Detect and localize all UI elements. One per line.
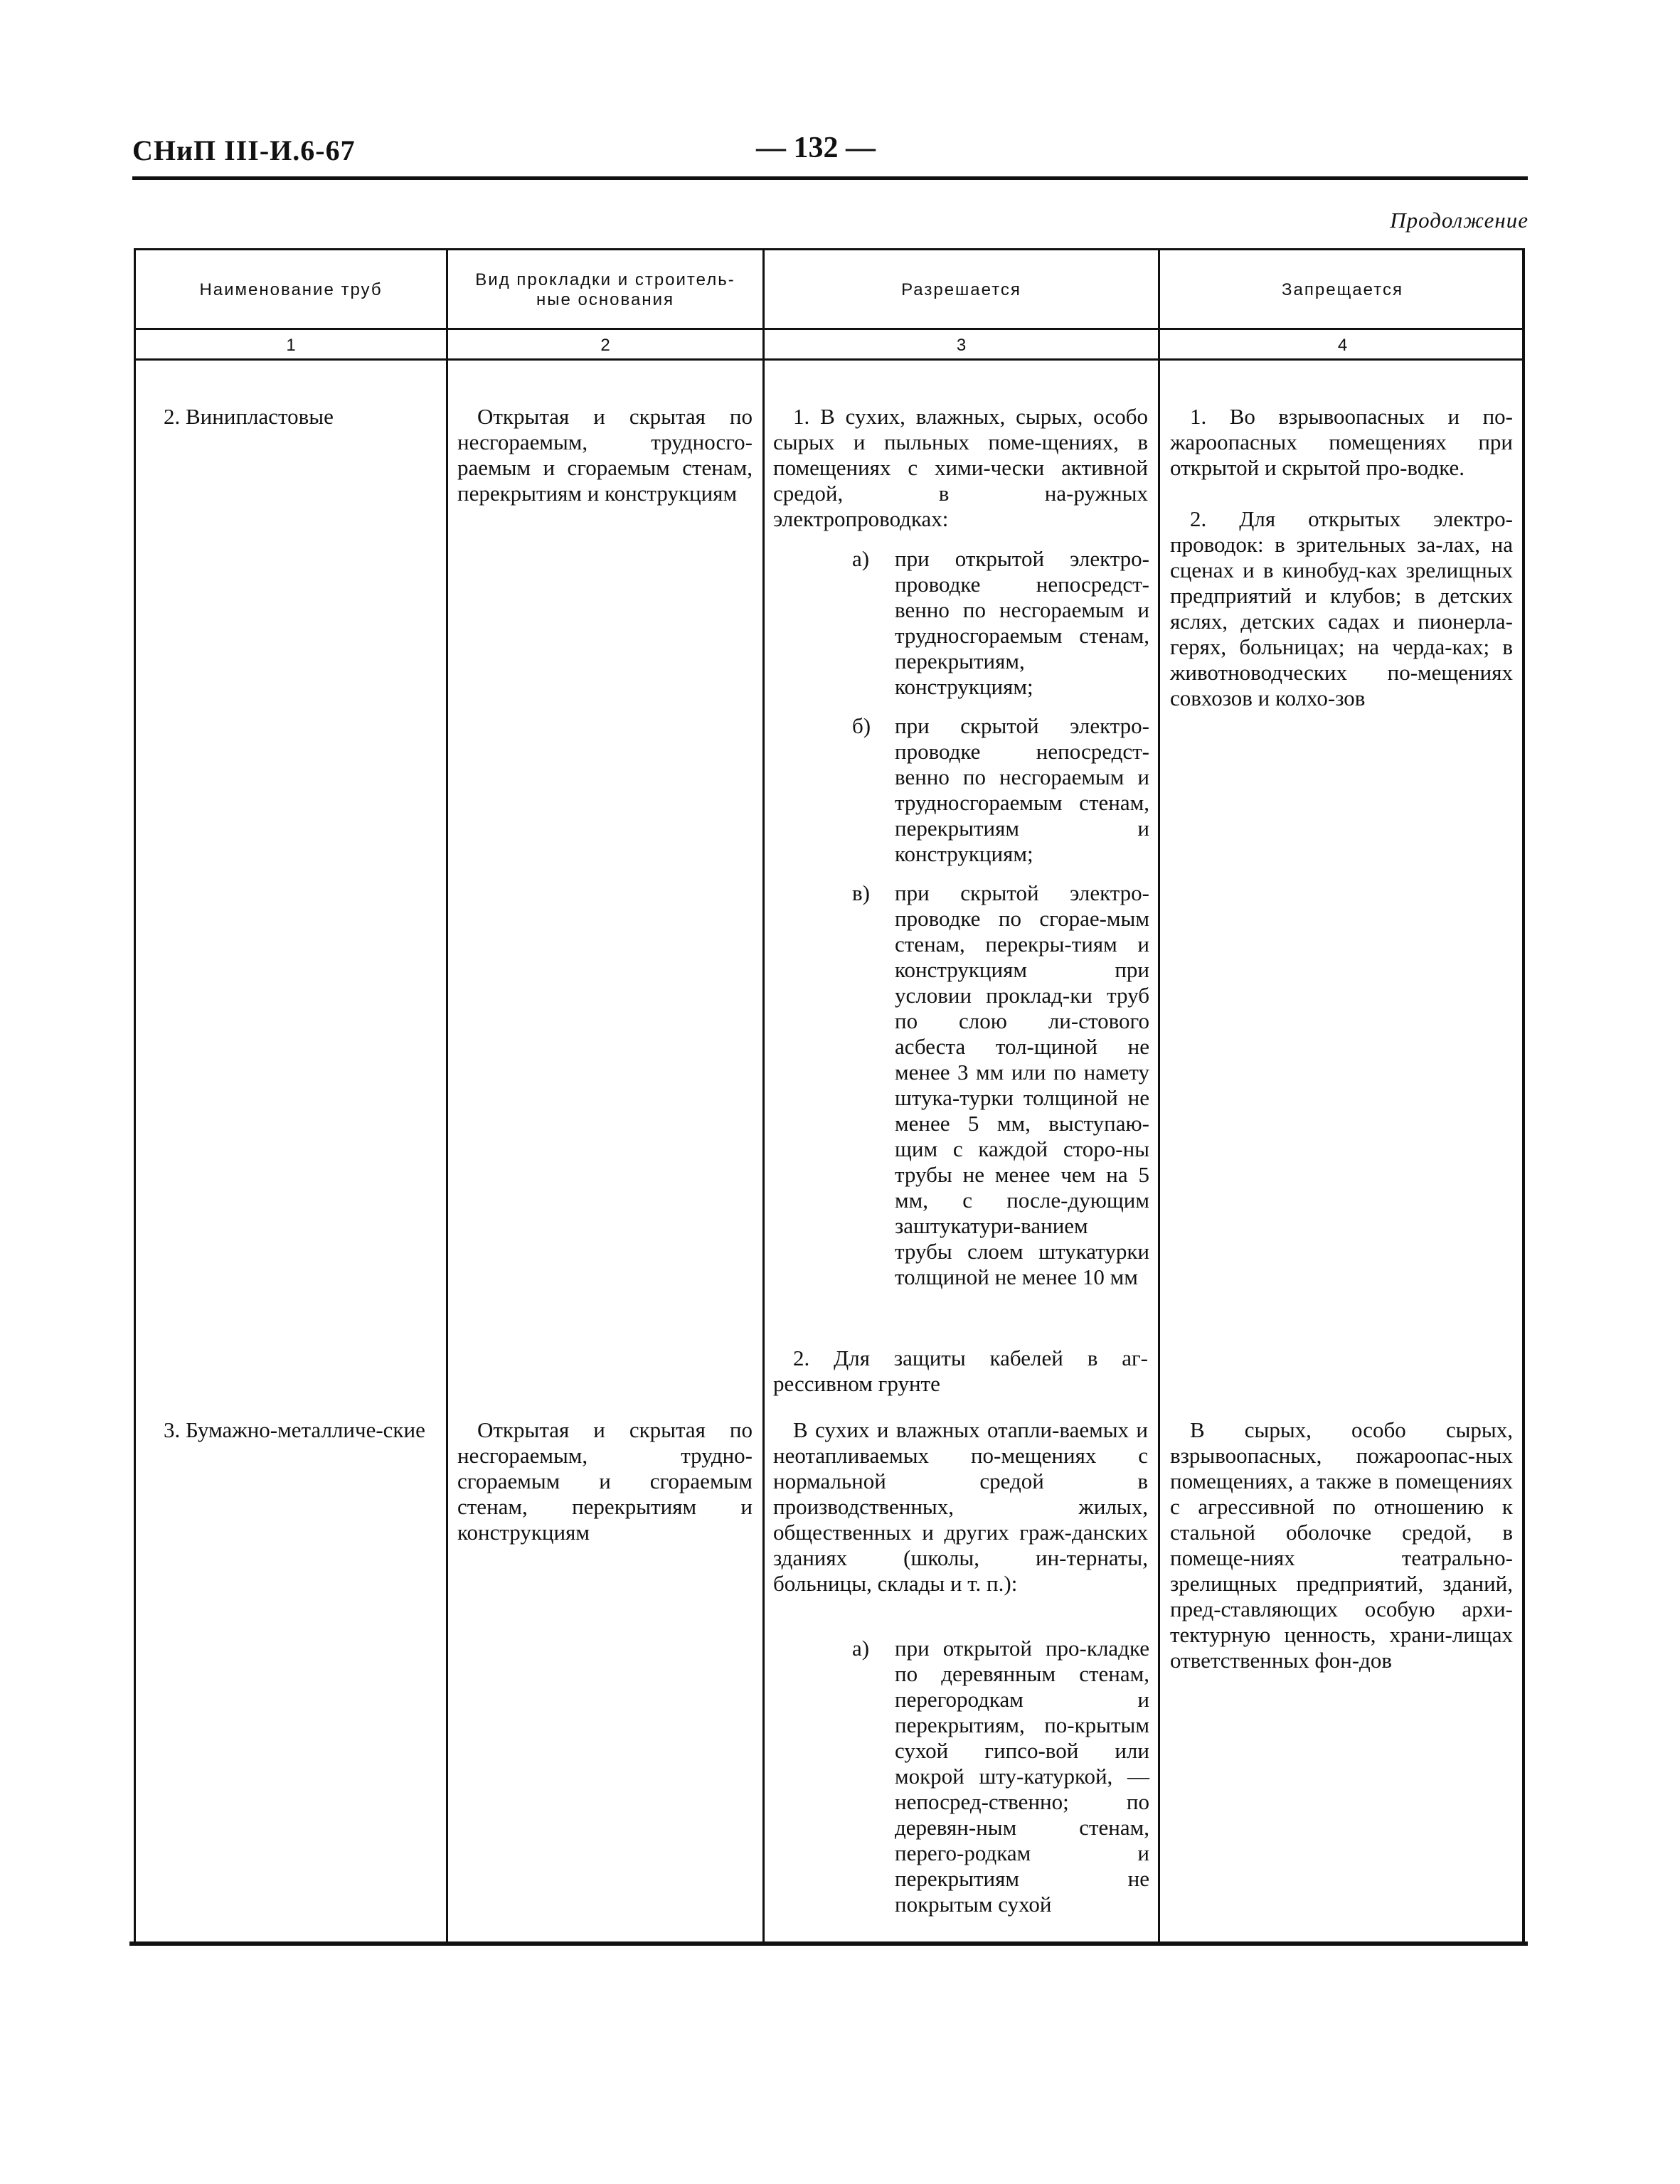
row-2-allowed-item-b	[852, 713, 1149, 870]
page-number: — 132 —	[756, 132, 876, 164]
row-3-allowed-intro: В сухих и влажных отапли-ваемых и неотапливаемых по-мещениях с нормальной средой в производственных, жилых, общественных и других граж-данских зданиях (школы, ин-тернаты, больницы, склады и т. п.):	[773, 1417, 1148, 1596]
row-2-forbidden-2: 2. Для открытых электро-проводок: в зрительных за-лах, на сценах и в кинобуд-ках зрелищных предприятий и клубов; в детских яслях, детских садах и пионерла-герях, больницах; на черда-ках; в животноводческих по-мещениях совхозов и колхо-зов	[1170, 506, 1513, 710]
column-divider-1	[446, 248, 448, 1945]
row-2-allowed-item-a	[852, 546, 1149, 703]
item-label: б)	[852, 713, 871, 738]
item-text: при открытой про-кладке по деревянным стенам, перегородкам и перекрытиям, по-крытым сухой гипсо-вой или мокрой шту-катуркой, — непосред-ственно; по деревян-ным стенам, перего-родкам и перекрытиям не покрытым сухой	[895, 1636, 1149, 1917]
document-code: СНиП III-И.6-67	[132, 134, 356, 166]
column-divider-3	[1158, 248, 1160, 1945]
column-header-allowed: Разрешается	[901, 280, 1021, 299]
row-3-allowed-item-a	[852, 1636, 1149, 1920]
row-2-allowed-outro: 2. Для защиты кабелей в аг-рессивном грунте	[773, 1346, 1148, 1396]
column-divider-2	[762, 248, 765, 1945]
row-2-pipe-name: 2. Винипластовые	[164, 404, 334, 429]
row-2-allowed-item-c	[852, 880, 1149, 1336]
header-rule	[132, 176, 1528, 180]
item-text: при скрытой электро-проводке по сгорае-мым стенам, перекры-тиям и конструкциям при условии проклад-ки труб по слою ли-стового асбеста тол-щиной не менее 3 мм или по намету штука-турки толщиной не менее 5 мм, выступаю-щим с каждой сторо-ны трубы не менее чем на 5 мм, с после-дующим заштукатури-ванием трубы слоем штукатурки толщиной не менее 10 мм	[895, 880, 1149, 1289]
column-number-1: 1	[286, 336, 296, 355]
item-label: а)	[852, 1636, 870, 1661]
row-2-laying-type: Открытая и скрытая по несгораемым, трудносго-раемым и сгораемым стенам, перекрытиям и конструкциям	[457, 404, 753, 506]
row-3-forbidden: В сырых, особо сырых, взрывоопасных, пожароопас-ных помещениях, а также в помещениях с агрессивной по отношению к стальной оболочке средой, в помеще-ниях театрально-зрелищных предприятий, зданий, пред-ставляющих особую архи-тектурную ценность, храни-лищах ответственных фон-дов	[1170, 1417, 1513, 1673]
row-2-allowed-intro: 1. В сухих, влажных, сырых, особо сырых и пыльных поме-щениях, в помещениях с хими-чески активной средой, в на-ружных электропроводках:	[773, 404, 1148, 531]
item-label: в)	[852, 880, 870, 905]
row-3-laying-type: Открытая и скрытая по несгораемым, трудно-сгораемым и сгораемым стенам, перекрытиям и конструкциям	[457, 1417, 753, 1545]
item-text: при открытой электро-проводке непосредст-венно по несгораемым и трудносгораемым стенам, перекрытиям, конструкциям;	[895, 546, 1149, 699]
continuation-label: Продолжение	[1390, 208, 1529, 233]
column-header-pipe-name: Наименование труб	[199, 280, 383, 299]
column-header-laying-type	[448, 252, 762, 328]
column-header-laying-type-text: Вид прокладки и строитель-ные основания	[475, 270, 735, 309]
row-2-forbidden-1: 1. Во взрывоопасных и по-жароопасных помещениях при открытой и скрытой про-водке.	[1170, 404, 1513, 480]
column-number-4: 4	[1337, 336, 1348, 355]
item-label: а)	[852, 546, 870, 571]
table-bottom-rule	[129, 1941, 1528, 1946]
header-bottom-rule	[134, 328, 1525, 330]
number-row-rule	[134, 358, 1525, 361]
column-number-2: 2	[600, 336, 610, 355]
item-text: при скрытой электро-проводке непосредст-венно по несгораемым и трудносгораемым стенам, перекрытиям и конструкциям;	[895, 713, 1149, 866]
column-number-3: 3	[956, 336, 967, 355]
column-header-forbidden: Запрещается	[1282, 280, 1403, 299]
row-3-pipe-name: 3. Бумажно-металличе-ские	[164, 1417, 425, 1442]
